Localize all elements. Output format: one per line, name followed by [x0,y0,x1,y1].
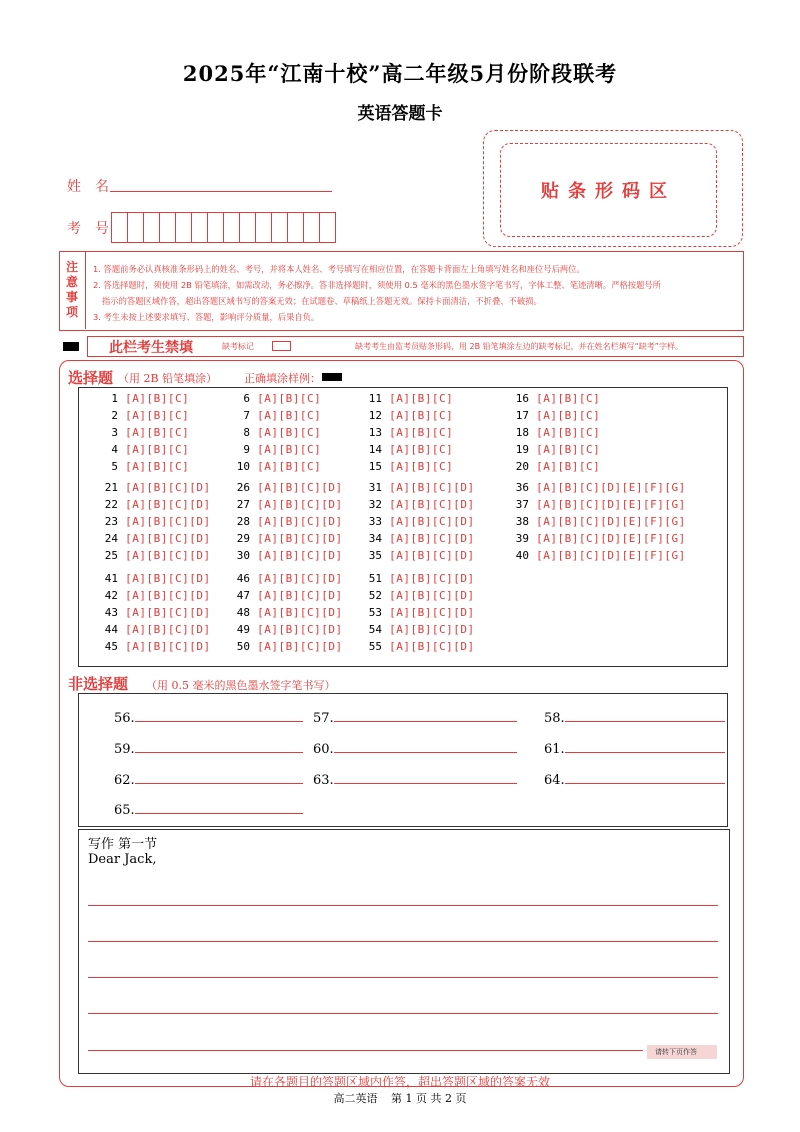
question-options[interactable]: [A][B][C][D] [118,498,211,512]
ban-title: 此栏考生禁填 [109,340,193,356]
nonchoice-title: 非选择题 [68,675,129,693]
blank-line[interactable] [135,721,303,722]
name-field[interactable] [110,191,332,192]
question-number: 8 [243,426,250,440]
question-number: 31 [368,481,382,494]
question-options[interactable]: [A][B][C][D] [118,623,211,637]
blank-line[interactable] [565,721,725,722]
question-number: 45 [104,640,118,654]
absent-checkbox[interactable] [272,341,291,351]
question-number: 29 [236,532,250,546]
question-item[interactable] [366,623,475,636]
blank-answer[interactable] [313,711,517,726]
question-number: 33 [368,515,382,529]
question-number: 14 [368,443,382,457]
notice-heading-char: 注 [65,260,78,274]
question-item[interactable] [234,606,343,619]
blank-line[interactable] [334,783,517,784]
question-number: 54 [368,623,382,637]
question-options[interactable]: [A][B][C] [118,426,190,440]
question-item[interactable] [366,589,475,602]
question-options[interactable]: [A][B][C][D] [250,498,343,512]
question-item[interactable] [102,606,211,619]
question-item[interactable] [234,392,321,405]
exam-no-box[interactable] [271,212,288,243]
blank-number: 57. [313,711,334,726]
notice-item: 指示的答题区域作答，超出答题区域书写的答案无效；在试题卷、草稿纸上答题无效。保持卡面清洁，不折叠、不破损。 [102,296,542,306]
question-options[interactable]: [A][B][C] [529,443,601,457]
question-number: 43 [104,606,118,620]
blank-answer[interactable] [544,773,725,788]
question-number: 34 [368,532,382,546]
question-options[interactable]: [A][B][C][D] [382,640,475,654]
exam-no-field[interactable] [111,212,335,243]
question-number: 2 [111,409,118,423]
question-item[interactable] [366,606,475,619]
question-number: 22 [104,498,118,512]
question-item[interactable] [102,572,211,585]
exam-no-box[interactable] [143,212,160,243]
question-item[interactable] [234,515,343,528]
exam-no-box[interactable] [175,212,192,243]
question-item[interactable] [102,589,211,602]
notice-heading-char: 项 [65,305,78,319]
exam-no-box[interactable] [207,212,224,243]
question-options[interactable]: [A][B][C] [382,460,454,474]
question-options[interactable]: [A][B][C][D] [118,549,211,563]
blank-answer[interactable] [114,742,303,757]
question-options[interactable]: [A][B][C][D] [118,606,211,620]
question-number: 4 [111,443,118,457]
question-number: 47 [236,589,250,603]
ban-mark [63,342,79,351]
blank-answer[interactable] [114,711,303,726]
question-options[interactable]: [A][B][C] [118,409,190,423]
blank-line[interactable] [135,783,303,784]
sample-label: 正确填涂样例： [244,372,321,385]
nonchoice-note: （用 0.5 毫米的黑色墨水签字笔书写） [146,679,336,692]
question-number: 9 [243,443,250,457]
question-item[interactable] [102,549,211,562]
footer-course: 高二英语 [333,1092,378,1105]
question-number: 37 [515,498,529,512]
notice-heading-char: 意 [65,275,78,289]
question-number: 3 [111,426,118,440]
question-item[interactable] [366,515,475,528]
writing-line[interactable] [88,905,718,906]
question-options[interactable]: [A][B][C][D][E][F][G] [529,498,686,512]
question-number: 1 [111,392,118,405]
exam-no-box[interactable] [255,212,272,243]
question-item[interactable] [102,481,211,494]
question-options[interactable]: [A][B][C] [529,460,601,474]
question-item[interactable] [366,532,475,545]
question-options[interactable]: [A][B][C][D] [382,481,475,494]
writing-line[interactable] [88,1013,718,1014]
question-number: 44 [104,623,118,637]
question-number: 35 [368,549,382,563]
question-number: 21 [104,481,118,494]
turn-page-arrow: 请转下页作答 [647,1045,717,1059]
question-item[interactable] [234,572,343,585]
blank-line[interactable] [135,813,303,814]
bottom-warning: 请在各题目的答题区域内作答，超出答题区域的答案无效 [249,1075,550,1089]
question-number: 10 [236,460,250,474]
question-number: 50 [236,640,250,654]
question-options[interactable]: [A][B][C][D] [118,572,211,585]
question-number: 32 [368,498,382,512]
question-options[interactable]: [A][B][C][D] [250,532,343,546]
question-item[interactable] [234,623,343,636]
question-item[interactable] [102,426,189,439]
question-options[interactable]: [A][B][C][D] [118,532,211,546]
question-options[interactable]: [A][B][C][D] [118,640,211,654]
question-options[interactable]: [A][B][C] [382,443,454,457]
question-options[interactable]: [A][B][C][D] [382,589,475,603]
question-number: 41 [104,572,118,585]
writing-greeting: Dear Jack, [88,852,157,867]
question-item[interactable] [513,515,686,528]
question-number: 16 [515,392,529,405]
question-number: 5 [111,460,118,474]
exam-no-box[interactable] [303,212,320,243]
question-options[interactable]: [A][B][C] [529,426,601,440]
blank-line[interactable] [565,752,725,753]
question-options[interactable]: [A][B][C][D] [382,549,475,563]
question-number: 20 [515,460,529,474]
exam-no-box[interactable] [191,212,208,243]
question-item[interactable] [234,532,343,545]
question-item[interactable] [234,549,343,562]
question-number: 42 [104,589,118,603]
exam-no-box[interactable] [159,212,176,243]
question-item[interactable] [513,460,600,473]
question-number: 12 [368,409,382,423]
question-options[interactable]: [A][B][C] [250,426,322,440]
question-number: 51 [368,572,382,585]
question-item[interactable] [366,481,475,494]
choice-note: （用 2B 铅笔填涂） [118,372,218,385]
question-item[interactable] [234,443,321,456]
blank-line[interactable] [565,783,725,784]
question-item[interactable] [234,589,343,602]
question-number: 49 [236,623,250,637]
writing-line[interactable] [88,941,718,942]
question-options[interactable]: [A][B][C] [250,409,322,423]
question-number: 53 [368,606,382,620]
question-number: 24 [104,532,118,546]
question-options[interactable]: [A][B][C][D] [382,532,475,546]
question-number: 27 [236,498,250,512]
page-subtitle: 英语答题卡 [357,104,443,124]
blank-number: 56. [114,711,135,726]
question-item[interactable] [366,460,453,473]
blank-answer[interactable] [114,773,303,788]
question-options[interactable]: [A][B][C][D][E][F][G] [529,549,686,563]
question-options[interactable]: [A][B][C] [250,392,322,405]
question-options[interactable]: [A][B][C][D] [382,498,475,512]
question-number: 23 [104,515,118,529]
question-options[interactable]: [A][B][C][D] [118,515,211,529]
question-item[interactable] [513,532,686,545]
question-options[interactable]: [A][B][C][D] [118,589,211,603]
question-item[interactable] [102,443,189,456]
exam-no-box[interactable] [319,212,336,243]
question-number: 18 [515,426,529,440]
question-item[interactable] [366,443,453,456]
blank-answer[interactable] [544,711,725,726]
question-item[interactable] [366,426,453,439]
question-number: 36 [515,481,529,494]
question-options[interactable]: [A][B][C][D] [250,481,343,494]
question-number: 48 [236,606,250,620]
question-number: 13 [368,426,382,440]
page-title: 2025年“江南十校”高二年级5月份阶段联考 [182,61,618,86]
question-options[interactable]: [A][B][C] [250,460,322,474]
blank-answer[interactable] [114,803,303,818]
question-number: 19 [515,443,529,457]
question-item[interactable] [234,481,343,494]
blank-number: 62. [114,773,135,788]
question-item[interactable] [102,409,189,422]
question-item[interactable] [513,426,600,439]
page-footer [0,1090,800,1106]
question-item[interactable] [513,481,686,494]
question-number: 25 [104,549,118,563]
question-item[interactable] [366,409,453,422]
question-options[interactable]: [A][B][C][D][E][F][G] [529,481,686,494]
notice-item: 3. 考生未按上述要求填写、答题，影响评分质量，后果自负。 [93,312,320,322]
blank-answer[interactable] [544,742,725,757]
question-item[interactable] [366,392,453,405]
question-number: 38 [515,515,529,529]
question-item[interactable] [366,640,475,653]
question-options[interactable]: [A][B][C] [250,443,322,457]
question-options[interactable]: [A][B][C] [118,443,190,457]
question-item[interactable] [366,498,475,511]
question-options[interactable]: [A][B][C][D] [382,515,475,529]
name-label: 姓 名 [67,179,109,195]
question-number: 11 [368,392,382,405]
choice-title: 选择题 [68,369,114,387]
question-options[interactable]: [A][B][C] [118,460,190,474]
blank-line[interactable] [334,721,517,722]
question-options[interactable]: [A][B][C] [382,409,454,423]
notice-heading [59,251,86,329]
question-item[interactable] [234,498,343,511]
question-item[interactable] [234,426,321,439]
question-options[interactable]: [A][B][C][D] [250,515,343,529]
question-item[interactable] [102,640,211,653]
blank-number: 61. [544,742,565,757]
question-number: 26 [236,481,250,494]
question-options[interactable]: [A][B][C] [529,392,601,405]
question-options[interactable]: [A][B][C][D] [382,606,475,620]
question-item[interactable] [513,443,600,456]
exam-no-box[interactable] [239,212,256,243]
question-item[interactable] [102,460,189,473]
question-number: 28 [236,515,250,529]
writing-line[interactable] [88,977,718,978]
question-number: 39 [515,532,529,546]
blank-number: 58. [544,711,565,726]
blank-answer[interactable] [313,742,517,757]
question-options[interactable]: [A][B][C][D] [250,589,343,603]
question-number: 17 [515,409,529,423]
question-options[interactable]: [A][B][C][D] [382,572,475,585]
notice-item: 1. 答题前务必认真核准条形码上的姓名、考号，并将本人姓名、考号填写在相应位置，在答题卡背面左上角填写姓名和座位号后两位。 [93,264,585,274]
absent-label: 缺考标记 [222,342,254,351]
question-options[interactable]: [A][B][C][D] [250,640,343,654]
question-item[interactable] [102,498,211,511]
question-item[interactable] [513,549,686,562]
question-item[interactable] [234,409,321,422]
question-number: 40 [515,549,529,563]
blank-number: 60. [313,742,334,757]
writing-title: 写作 第一节 [88,837,158,852]
blank-number: 59. [114,742,135,757]
footer-page: 第 1 页 共 2 页 [391,1092,467,1105]
question-options[interactable]: [A][B][C][D] [250,606,343,620]
blank-answer[interactable] [313,773,517,788]
question-number: 46 [236,572,250,585]
question-options[interactable]: [A][B][C] [529,409,601,423]
blank-line[interactable] [334,752,517,753]
question-options[interactable]: [A][B][C] [382,392,454,405]
blank-number: 63. [313,773,334,788]
question-options[interactable]: [A][B][C][D] [250,572,343,585]
question-number: 7 [243,409,250,423]
question-number: 15 [368,460,382,474]
question-options[interactable]: [A][B][C] [382,426,454,440]
question-item[interactable] [366,572,475,585]
exam-no-box[interactable] [223,212,240,243]
blank-number: 65. [114,803,135,818]
question-options[interactable]: [A][B][C][D] [118,481,211,494]
exam-no-box[interactable] [287,212,304,243]
question-item[interactable] [513,409,600,422]
question-number: 55 [368,640,382,654]
notice-heading-char: 事 [65,290,78,304]
question-item[interactable] [513,392,600,405]
question-number: 30 [236,549,250,563]
writing-line[interactable] [88,1050,643,1051]
blank-number: 64. [544,773,565,788]
question-item[interactable] [102,532,211,545]
question-item[interactable] [366,549,475,562]
question-number: 52 [368,589,382,603]
question-item[interactable] [102,623,211,636]
blank-line[interactable] [135,752,303,753]
barcode-area: 贴条形码区 [500,143,717,237]
question-item[interactable] [234,460,321,473]
question-options[interactable]: [A][B][C][D] [382,623,475,637]
question-item[interactable] [102,392,189,405]
question-number: 6 [243,392,250,405]
question-item[interactable] [102,515,211,528]
question-options[interactable]: [A][B][C][D] [250,549,343,563]
writing-box [78,829,730,1074]
question-options[interactable]: [A][B][C][D] [250,623,343,637]
ban-note: 缺考考生由监考员贴条形码，用 2B 铅笔填涂左边的缺考标记，并在姓名栏填写“缺考”字样。 [355,342,683,351]
question-options[interactable]: [A][B][C] [118,392,190,405]
notice-text [93,261,733,325]
question-item[interactable] [513,498,686,511]
exam-no-box[interactable] [127,212,144,243]
question-options[interactable]: [A][B][C][D][E][F][G] [529,532,686,546]
question-options[interactable]: [A][B][C][D][E][F][G] [529,515,686,529]
question-item[interactable] [234,640,343,653]
exam-no-box[interactable] [111,212,128,243]
exam-no-label: 考 号 [67,221,109,237]
notice-item: 2. 答选择题时，须使用 2B 铅笔填涂，如需改动，务必擦净。答非选择题时，须使用 0.5 毫米的黑色墨水签字笔书写，字体工整、笔迹清晰。严格按题号所 [93,280,661,290]
sample-mark [322,373,342,381]
